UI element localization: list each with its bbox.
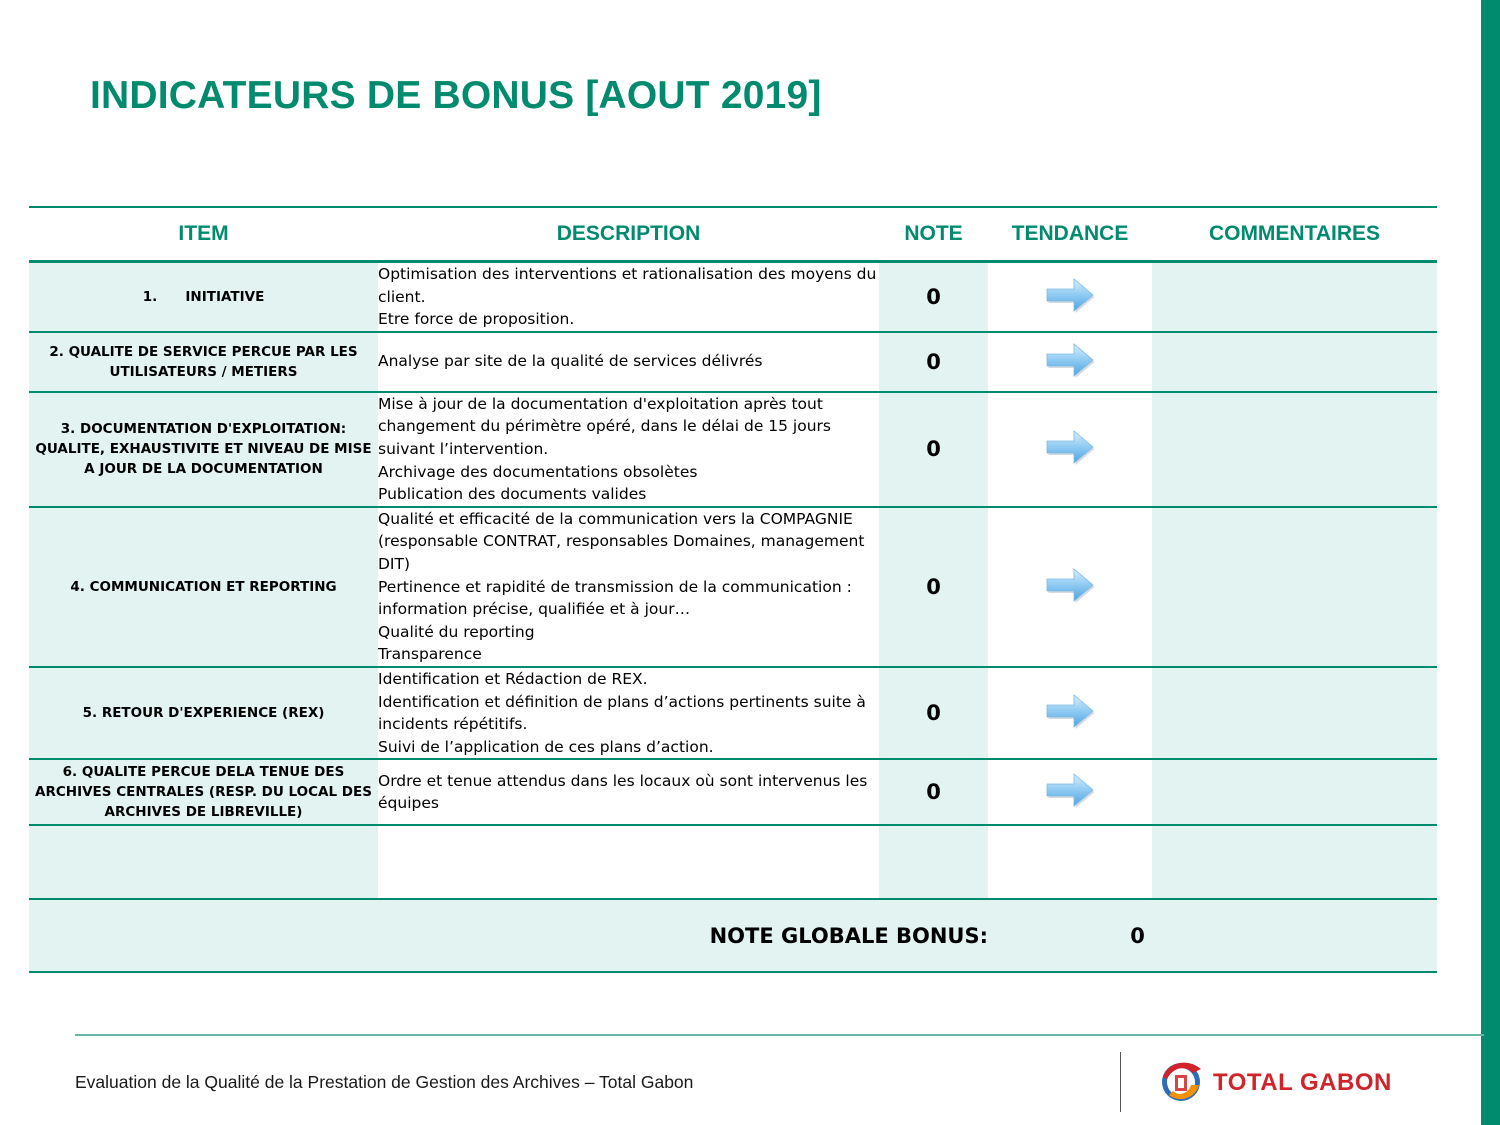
empty-description-cell <box>378 825 879 899</box>
table-row <box>29 332 1437 392</box>
commentaires-cell[interactable] <box>1152 759 1437 825</box>
arrow-right-icon <box>1044 275 1096 315</box>
arrow-right-icon <box>1044 562 1096 608</box>
note-cell: 0 <box>879 507 988 667</box>
item-cell: 6. QUALITE PERCUE DELA TENUE DES ARCHIVES CENTRALES (RESP. DU LOCAL DES ARCHIVES DE LIBREVILLE) <box>29 759 378 825</box>
header-tendance: TENDANCE <box>988 207 1152 262</box>
commentaires-cell[interactable] <box>1152 667 1437 759</box>
footer-divider <box>75 1034 1484 1036</box>
total-value: 0 <box>988 899 1437 972</box>
empty-tendance-cell <box>988 825 1152 899</box>
note-cell: 0 <box>879 667 988 759</box>
bonus-table <box>29 206 1437 973</box>
tendance-cell <box>988 759 1152 825</box>
table-row <box>29 262 1437 332</box>
page-title: INDICATEURS DE BONUS [AOUT 2019] <box>90 74 822 117</box>
commentaires-cell[interactable] <box>1152 392 1437 507</box>
item-cell: 1. INITIATIVE <box>29 262 378 332</box>
note-cell: 0 <box>879 392 988 507</box>
header-commentaires: COMMENTAIRES <box>1152 207 1437 262</box>
table-row <box>29 507 1437 667</box>
total-label: NOTE GLOBALE BONUS: <box>29 899 988 972</box>
total-logo-icon <box>1157 1055 1207 1107</box>
commentaires-cell[interactable] <box>1152 262 1437 332</box>
table-row <box>29 667 1437 759</box>
note-cell: 0 <box>879 759 988 825</box>
description-cell: Analyse par site de la qualité de services délivrés <box>378 332 879 392</box>
footer-separator <box>1120 1052 1121 1112</box>
logo-text: TOTAL GABON <box>1213 1069 1392 1096</box>
header-description: DESCRIPTION <box>378 207 879 262</box>
tendance-cell <box>988 667 1152 759</box>
total-row <box>29 899 1437 972</box>
item-cell: 3. DOCUMENTATION D'EXPLOITATION: QUALITE, EXHAUSTIVITE ET NIVEAU DE MISE A JOUR DE LA DOCUMENTATION <box>29 392 378 507</box>
right-accent-bar <box>1481 0 1500 1125</box>
header-note: NOTE <box>879 207 988 262</box>
item-cell: 5. RETOUR D'EXPERIENCE (REX) <box>29 667 378 759</box>
description-cell: Identification et Rédaction de REX. Identification et définition de plans d’actions pertinents suite à incidents répétitifs. Suivi de l’application de ces plans d’action. <box>378 667 879 759</box>
commentaires-cell[interactable] <box>1152 507 1437 667</box>
empty-item-cell <box>29 825 378 899</box>
description-cell: Ordre et tenue attendus dans les locaux où sont intervenus les équipes <box>378 759 879 825</box>
arrow-right-icon <box>1044 427 1096 467</box>
description-cell: Optimisation des interventions et rationalisation des moyens du client. Etre force de proposition. <box>378 262 879 332</box>
item-cell: 4. COMMUNICATION ET REPORTING <box>29 507 378 667</box>
empty-note-cell <box>879 825 988 899</box>
item-cell: 2. QUALITE DE SERVICE PERCUE PAR LES UTILISATEURS / METIERS <box>29 332 378 392</box>
empty-commentaires-cell[interactable] <box>1152 825 1437 899</box>
tendance-cell <box>988 262 1152 332</box>
description-cell: Qualité et efficacité de la communication vers la COMPAGNIE (responsable CONTRAT, responsables Domaines, management DIT) Pertinence et rapidité de transmission de la communication : information précise, qualifiée et à jour… Qualité du reporting Transparence <box>378 507 879 667</box>
tendance-cell <box>988 507 1152 667</box>
description-cell: Mise à jour de la documentation d'exploitation après tout changement du périmètre opéré, dans le délai de 15 jours suivant l’intervention. Archivage des documentations obsolètes Publication des documents valides <box>378 392 879 507</box>
commentaires-cell[interactable] <box>1152 332 1437 392</box>
arrow-right-icon <box>1044 770 1096 810</box>
footer-text: Evaluation de la Qualité de la Prestation de Gestion des Archives – Total Gabon <box>75 1072 694 1092</box>
table-row <box>29 759 1437 825</box>
table-header-row <box>29 207 1437 262</box>
tendance-cell <box>988 332 1152 392</box>
arrow-right-icon <box>1044 340 1096 380</box>
arrow-right-icon <box>1044 691 1096 731</box>
header-item: ITEM <box>29 207 378 262</box>
note-cell: 0 <box>879 332 988 392</box>
empty-row <box>29 825 1437 899</box>
tendance-cell <box>988 392 1152 507</box>
note-cell: 0 <box>879 262 988 332</box>
table-row <box>29 392 1437 507</box>
